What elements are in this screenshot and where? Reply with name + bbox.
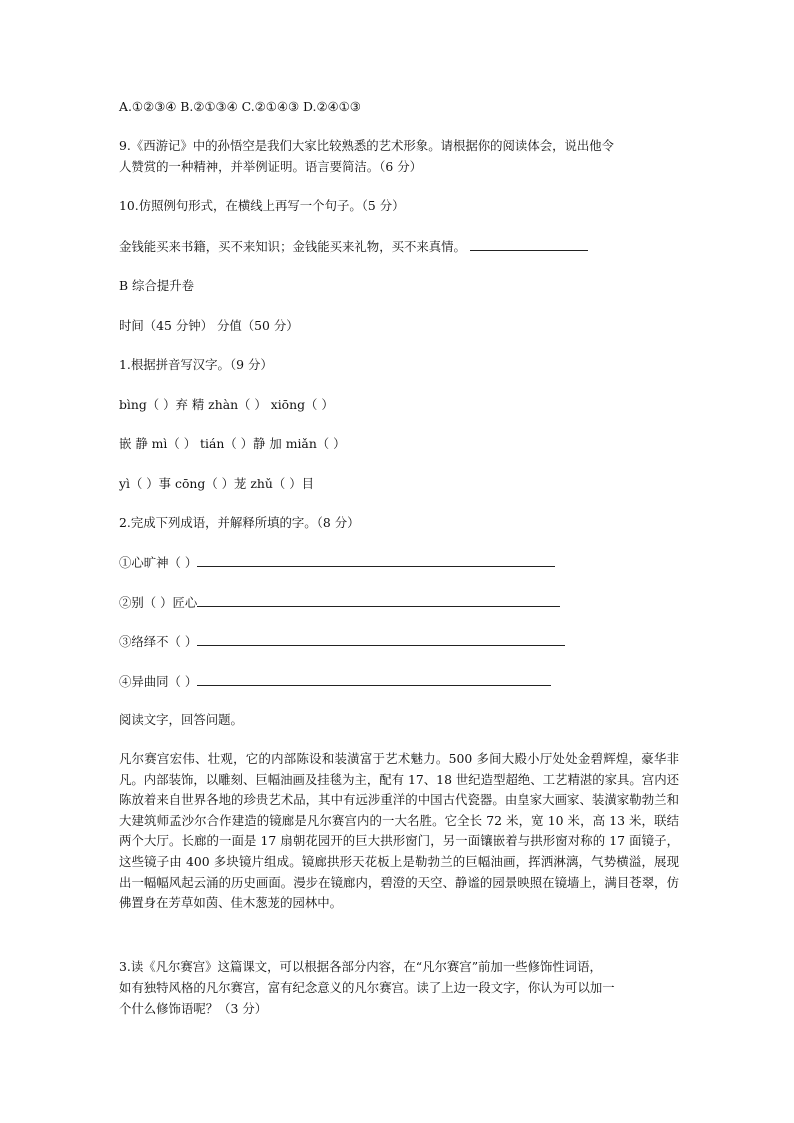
idiom-1-blank[interactable] [197,552,555,567]
pinyin-row-3: yì（ ）事 cōng（ ）茏 zhǔ（ ）目 [119,476,314,491]
b3-question-line1: 3.读《凡尔赛宫》这篇课文，可以根据各部分内容，在“凡尔赛宫”前加一些修饰性词语， [119,959,602,974]
idiom-row-1 [119,552,555,573]
idiom-3-text: ③络绎不（ ） [119,634,198,649]
q10-example-row [119,236,588,257]
idiom-2-text: ②别（ ）匠心 [119,595,198,610]
idiom-3-blank[interactable] [197,631,565,646]
pinyin-row-2: 嵌 静 mì（ ） tián（ ）静 加 miǎn（ ） [119,436,346,451]
reading-prompt: 阅读文字，回答问题。 [119,712,243,727]
q9-question-line2: 人赞赏的一种精神，并举例证明。语言要简洁。（6 分） [119,159,422,174]
idiom-row-4 [119,671,551,692]
b1-title: 1.根据拼音写汉字。（9 分） [119,357,273,372]
b3-question-line3: 个什么修饰语呢？（3 分） [119,1001,268,1016]
versailles-passage: 凡尔赛宫宏伟、壮观，它的内部陈设和装潢富于艺术魅力。500 多间大殿小厅处处金碧辉煌，豪华非凡。内部装饰，以雕刻、巨幅油画及挂毯为主，配有 17、18 世纪造型超绝、工艺精湛的家具。宫内还陈放着来自世界各地的珍贵艺术品，其中有远涉重洋的中国古代瓷器。由皇家大画家、装潢家勒勃兰和大建筑师孟沙尔合作建造的镜廊是凡尔赛宫内的一大名胜。它全长 72 米，宽 10 米，高 13 米，联结两个大厅。长廊的一面是 17 扇朝花园开的巨大拱形窗门，另一面镶嵌着与拱形窗对称的 17 面镜子，这些镜子由 400 多块镜片组成。镜廊拱形天花板上是勒勃兰的巨幅油画，挥洒淋漓，气势横溢，展现出一幅幅风起云涌的历史画面。漫步在镜廊内，碧澄的天空、静谧的园景映照在镜墙上，满目苍翠，仿佛置身在芳草如茵、佳木葱茏的园林中。 [119,751,679,911]
idiom-row-3 [119,631,565,652]
q10-title: 10.仿照例句形式，在横线上再写一个句子。（5 分） [119,198,405,213]
section-b-title: B 综合提升卷 [119,278,194,293]
b3-question-line2: 如有独特风格的凡尔赛宫，富有纪念意义的凡尔赛宫。读了上边一段文字，你认为可以加一 [119,980,615,995]
idiom-1-text: ①心旷神（ ） [119,555,198,570]
q10-example-sentence: 金钱能买来书籍，买不来知识；金钱能买来礼物，买不来真情。 [119,239,466,254]
idiom-4-blank[interactable] [197,671,551,686]
q9-question-line1: 9.《西游记》中的孙悟空是我们大家比较熟悉的艺术形象。请根据你的阅读体会，说出他令 [119,138,615,153]
b2-title: 2.完成下列成语，并解释所填的字。（8 分） [119,515,360,530]
idiom-row-2 [119,592,560,613]
time-score-line: 时间（45 分钟） 分值（50 分） [119,318,299,333]
idiom-2-blank[interactable] [197,592,560,607]
idiom-4-text: ④异曲同（ ） [119,674,198,689]
q10-answer-blank[interactable] [470,236,588,251]
q8-options: A.①②③④ B.②①③④ C.②①④③ D.②④①③ [119,99,361,114]
pinyin-row-1: bìng（ ）弃 精 zhàn（ ） xiōng（ ） [119,397,334,412]
